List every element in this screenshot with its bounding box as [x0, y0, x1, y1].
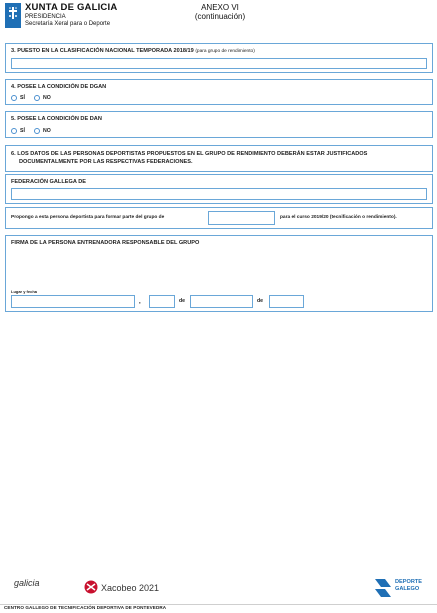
- dgan-no-radio[interactable]: [34, 95, 40, 101]
- month-input[interactable]: [190, 295, 253, 308]
- place-date-label: Lugar y fecha: [11, 289, 38, 294]
- place-input[interactable]: [11, 295, 135, 308]
- signature-box: [5, 235, 433, 312]
- dan-yes-radio[interactable]: [11, 128, 17, 134]
- dan-no-radio[interactable]: [34, 128, 40, 134]
- section-5-box: [5, 111, 433, 138]
- section-3-label: [11, 48, 255, 54]
- section-6-line2: DOCUMENTALMENTE POR LAS RESPECTIVAS FEDERACIONES.: [19, 159, 193, 165]
- section-3-label-note: (para grupo de rendimiento): [195, 49, 255, 54]
- dgan-no-label: NO: [43, 95, 51, 101]
- galego-text: GALEGO: [395, 586, 420, 592]
- annex-title: ANEXO VI: [201, 3, 239, 12]
- section-6-line1: 6. LOS DATOS DE LAS PERSONAS DEPORTISTAS PROPUESTOS EN EL GRUPO DE RENDIMIENTO DEBERÁN ESTAR JUSTIFICADOS: [11, 151, 368, 157]
- group-input[interactable]: [208, 211, 275, 225]
- section-3-label-text: 3. PUESTO EN LA CLASIFICACIÓN NACIONAL TEMPORADA 2018/19: [11, 48, 194, 54]
- de-separator-1: de: [179, 298, 186, 304]
- subdept-name: Secretaría Xeral para o Deporte: [25, 21, 111, 27]
- galicia-logo-text: galicia: [14, 578, 40, 588]
- dan-yes-label: SÍ: [20, 128, 25, 134]
- annex-subtitle: (continuación): [194, 12, 246, 21]
- deporte-galego-icon: [373, 577, 393, 599]
- dgan-yes-radio[interactable]: [11, 95, 17, 101]
- section-4-label: 4. POSEE LA CONDICIÓN DE DGAN: [11, 84, 107, 90]
- xacobeo-logo-text: Xacobeo 2021: [101, 583, 160, 593]
- section-4-box: [5, 79, 433, 105]
- ranking-input[interactable]: [11, 58, 427, 69]
- deporte-text: DEPORTE: [395, 579, 423, 585]
- federation-label: FEDERACIÓN GALLEGA DE: [11, 179, 86, 185]
- dept-name: PRESIDENCIA: [25, 14, 66, 20]
- proposal-text-before: Propongo a esta persona deportista para formar parte del grupo de: [11, 215, 165, 220]
- comma-separator: ,: [139, 299, 141, 305]
- xunta-logo-icon: [5, 3, 21, 28]
- signature-label: FIRMA DE LA PERSONA ENTRENADORA RESPONSABLE DEL GRUPO: [11, 240, 200, 246]
- xunta-cross-icon: [8, 7, 18, 19]
- dgan-yes-label: SÍ: [20, 95, 25, 101]
- de-separator-2: de: [257, 298, 264, 304]
- federation-box: [5, 174, 433, 204]
- section-5-label: 5. POSEE LA CONDICIÓN DE DAN: [11, 116, 102, 122]
- center-name: CENTRO GALLEGO DE TECNIFICACIÓN DEPORTIVA DE PONTEVEDRA: [4, 605, 167, 610]
- year-input[interactable]: [269, 295, 304, 308]
- proposal-box: [5, 207, 433, 229]
- annex-heading: [170, 3, 270, 21]
- org-name: XUNTA DE GALICIA: [25, 2, 118, 13]
- proposal-text-after: para el curso 2019/20 (tecnificación o rendimiento).: [280, 215, 397, 220]
- dan-no-label: NO: [43, 128, 51, 134]
- xacobeo-shell-icon: [84, 580, 98, 594]
- section-3-box: [5, 43, 433, 73]
- deporte-galego-logo: [395, 579, 422, 593]
- galicia-logo: [14, 578, 40, 588]
- section-6-box: [5, 145, 433, 172]
- day-input[interactable]: [149, 295, 175, 308]
- federation-input[interactable]: [11, 188, 427, 200]
